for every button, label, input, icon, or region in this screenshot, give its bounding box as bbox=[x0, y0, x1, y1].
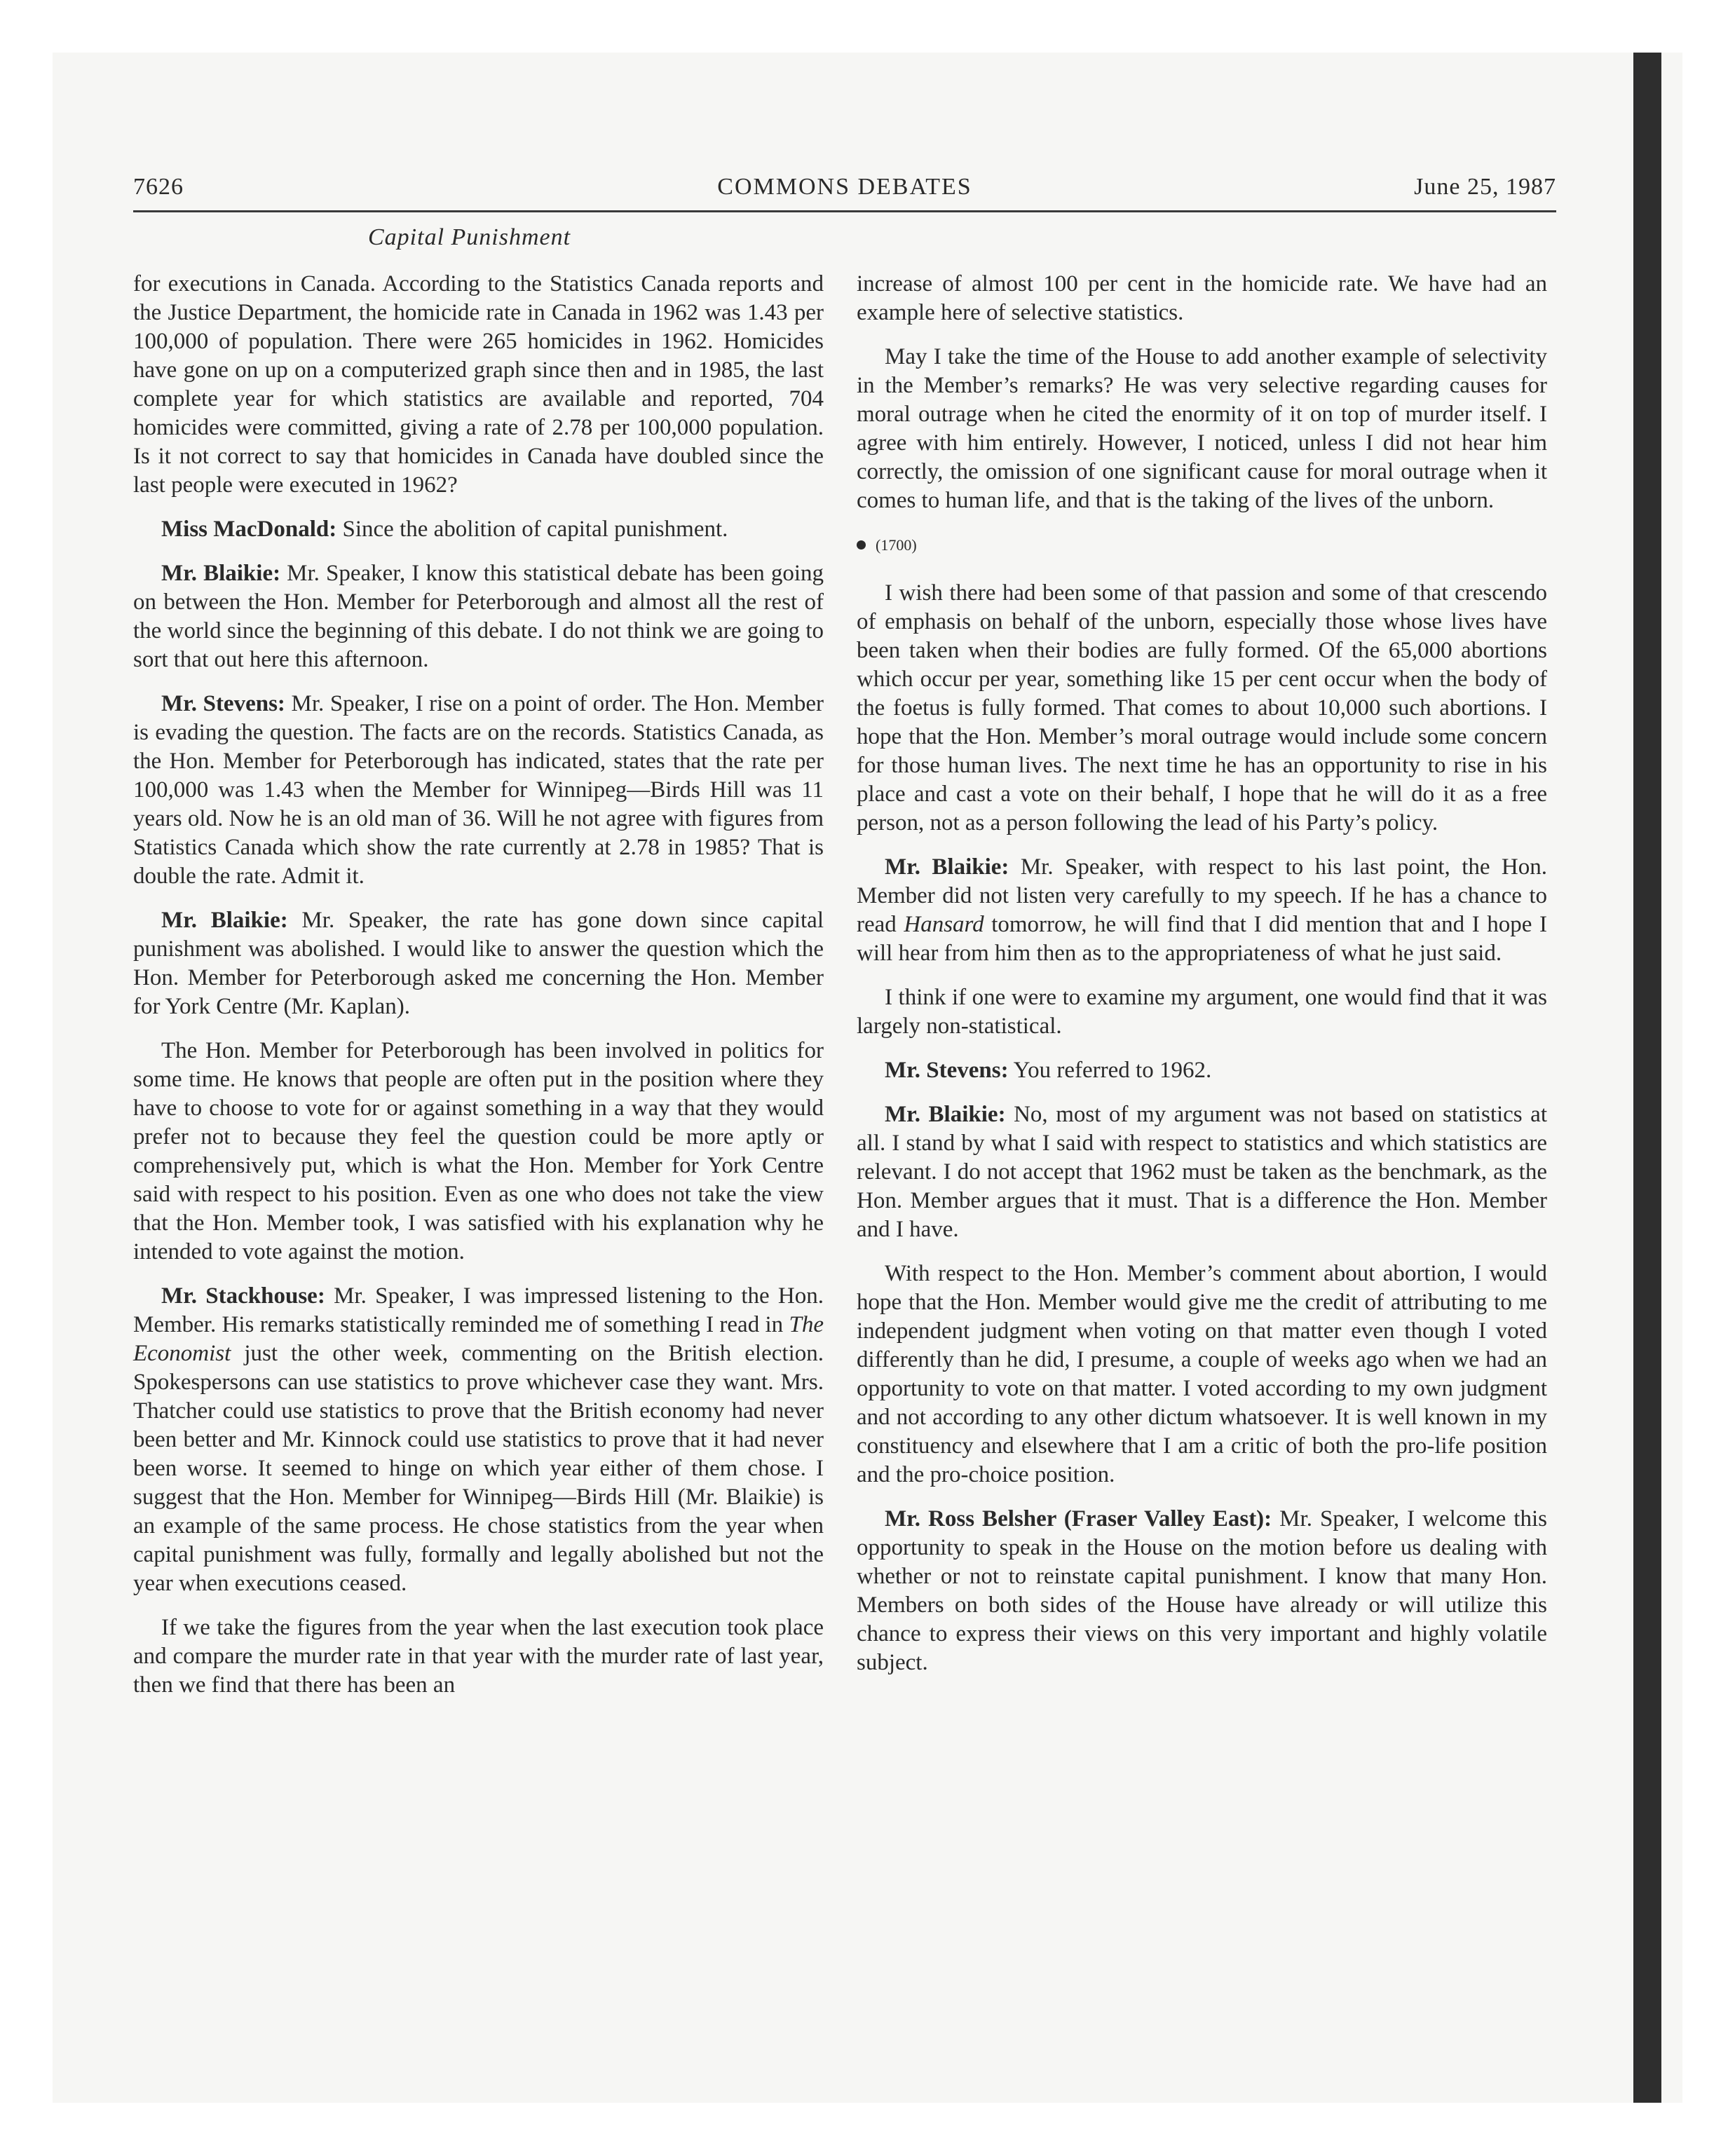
paragraph bbox=[857, 983, 1547, 1041]
paragraph-text: just the other week, commenting on the British election. Spokespersons can use statistics to prove whichever case they want. Mrs. Thatcher could use statistics to prove that the British economy had never been better and Mr. Kinnock could use statistics to prove that it had never been worse. It seemed to hinge on which year either of them chose. I suggest that the Hon. Member for Winnipeg—Birds Hill (Mr. Blaikie) is an example of the same process. He chose statistics from the year when capital punishment was fully, formally and legally abolished but not the year when executions ceased. bbox=[133, 1341, 824, 1596]
left-column bbox=[133, 270, 824, 1715]
paragraph-text: Since the abolition of capital punishment. bbox=[336, 517, 728, 542]
time-marker-text: (1700) bbox=[876, 536, 917, 554]
publication-title: Hansard bbox=[904, 912, 984, 937]
right-column bbox=[857, 270, 1547, 1693]
paragraph bbox=[133, 690, 824, 891]
paragraph-text: May I take the time of the House to add another example of selectivity in the Member’s remarks? He was very selective regarding causes for moral outrage when he cited the enormity of it on top of murder itself. I agree with him entirely. However, I noticed, unless I did not hear him correctly, the omission of one significant cause for moral outrage when it comes to human life, and that is the taking of the lives of the unborn. bbox=[857, 344, 1547, 513]
paragraph bbox=[133, 1282, 824, 1598]
paragraph bbox=[133, 1613, 824, 1700]
paragraph-text: increase of almost 100 per cent in the homicide rate. We have had an example here of selective statistics. bbox=[857, 271, 1547, 325]
time-marker bbox=[857, 531, 1547, 559]
speaker-name: Mr. Blaikie: bbox=[885, 854, 1009, 880]
paragraph-text: You referred to 1962. bbox=[1008, 1058, 1212, 1083]
bullet-icon bbox=[857, 540, 866, 550]
page-date: June 25, 1987 bbox=[1414, 174, 1556, 200]
speaker-name: Mr. Blaikie: bbox=[885, 1102, 1006, 1127]
paragraph bbox=[857, 1505, 1547, 1677]
speaker-name: Mr. Blaikie: bbox=[161, 908, 288, 933]
paragraph-text: Mr. Speaker, I know this statistical debate has been going on between the Hon. Member for Peterborough and almost all the rest of the world since the beginning of this debate. I do not think we are going to sort that out here this afternoon. bbox=[133, 561, 824, 672]
paragraph bbox=[857, 270, 1547, 327]
speaker-name: Mr. Blaikie: bbox=[161, 561, 281, 586]
paragraph bbox=[133, 906, 824, 1021]
publication-title: The Economist bbox=[133, 1312, 824, 1366]
paragraph bbox=[133, 1037, 824, 1267]
paragraph bbox=[133, 270, 824, 500]
paragraph-text: Mr. Speaker, the rate has gone down since capital punishment was abolished. I would like to answer the question which the Hon. Member for Peterborough asked me concerning the Hon. Member for York Centre (Mr. Kaplan). bbox=[133, 908, 824, 1019]
speaker-name: Miss MacDonald: bbox=[161, 517, 337, 542]
paragraph-text: I wish there had been some of that passion and some of that crescendo of emphasis on behalf of the unborn, especially those whose lives have been taken when their bodies are fully formed. Of the 65,000 abortions which occur per year, something like 15 per cent occur when the body of the foetus is fully formed. That comes to about 10,000 such abortions. I hope that the Hon. Member’s moral outrage would include some concern for those human lives. The next time he has an opportunity to rise in his place and cast a vote on their behalf, I hope that he will do it as a free person, not as a person following the lead of his Party’s policy. bbox=[857, 580, 1547, 835]
paragraph bbox=[133, 515, 824, 544]
paragraph-text: With respect to the Hon. Member’s comment about abortion, I would hope that the Hon. Member would give me the credit of attributing to me independent judgment when voting on that matter even though I voted differently than he did, I presume, a couple of weeks ago when we had an opportunity to vote on that matter. I voted according to my own judgment and not according to any other dictum whatsoever. It is well known in my constituency and elsewhere that I am a critic of both the pro-life position and the pro-choice position. bbox=[857, 1261, 1547, 1487]
paragraph-text: for executions in Canada. According to the Statistics Canada reports and the Justice Department, the homicide rate in Canada in 1962 was 1.43 per 100,000 of population. There were 265 homicides in 1962. Homicides have gone on up on a computerized graph since then and in 1985, the last complete year for which statistics are available and reported, 704 homicides were committed, giving a rate of 2.78 per 100,000 population. Is it not correct to say that homicides in Canada have doubled since the last people were executed in 1962? bbox=[133, 271, 824, 498]
paragraph bbox=[857, 343, 1547, 515]
speaker-name: Mr. Stevens: bbox=[161, 691, 285, 716]
journal-title: COMMONS DEBATES bbox=[717, 174, 972, 200]
paragraph-text: Mr. Speaker, I rise on a point of order. The Hon. Member is evading the question. The facts are on the records. Statistics Canada, as the Hon. Member for Peterborough has indicated, states that the rate per 100,000 was 1.43 when the Member for Winnipeg—Birds Hill was 11 years old. Now he is an old man of 36. Will he not agree with figures from Statistics Canada which show the rate currently at 2.78 in 1985? That is double the rate. Admit it. bbox=[133, 691, 824, 889]
paragraph-text: If we take the figures from the year when the last execution took place and compare the murder rate in that year with the murder rate of last year, then we find that there has been an bbox=[133, 1615, 824, 1698]
scan-border-edge bbox=[1633, 53, 1661, 2103]
paragraph bbox=[857, 853, 1547, 968]
speaker-name: Mr. Stackhouse: bbox=[161, 1283, 325, 1309]
section-title: Capital Punishment bbox=[368, 224, 571, 250]
paragraph-text: Mr. Speaker, I was impressed listening to the Hon. Member. His remarks statistically reminded me of something I read in bbox=[133, 1283, 824, 1337]
paragraph bbox=[133, 559, 824, 674]
paragraph-text: Mr. Speaker, I welcome this opportunity to speak in the House on the motion before us dealing with whether or not to reinstate capital punishment. I know that many Hon. Members on both sides of the House have already or will utilize this chance to express their views on this very important and highly volatile subject. bbox=[857, 1506, 1547, 1675]
paragraph bbox=[857, 1100, 1547, 1244]
paragraph bbox=[857, 579, 1547, 838]
speaker-name: Mr. Stevens: bbox=[885, 1058, 1009, 1083]
paragraph-text: Mr. Speaker, with respect to his last point, the Hon. Member did not listen very carefully to my speech. If he has a chance to read bbox=[857, 854, 1547, 937]
paragraph bbox=[857, 1056, 1547, 1085]
speaker-name: Mr. Ross Belsher (Fraser Valley East): bbox=[885, 1506, 1272, 1531]
paragraph bbox=[857, 1260, 1547, 1489]
page-header bbox=[133, 174, 1556, 212]
page-number: 7626 bbox=[133, 174, 184, 200]
paragraph-text: tomorrow, he will find that I did mention that and I hope I will hear from him then as to the appropriateness of what he just said. bbox=[857, 912, 1547, 966]
paragraph-text: The Hon. Member for Peterborough has been involved in politics for some time. He knows that people are often put in the position where they have to choose to vote for or against something in a way that they would prefer not to because they feel the question could be more aptly or comprehensively put, which is what the Hon. Member for York Centre said with respect to his position. Even as one who does not take the view that the Hon. Member took, I was satisfied with his explanation why he intended to vote against the motion. bbox=[133, 1038, 824, 1264]
paragraph-text: No, most of my argument was not based on statistics at all. I stand by what I said with respect to statistics and which statistics are relevant. I do not accept that 1962 must be taken as the benchmark, as the Hon. Member argues that it must. That is a difference the Hon. Member and I have. bbox=[857, 1102, 1547, 1242]
paragraph-text: I think if one were to examine my argument, one would find that it was largely non-statistical. bbox=[857, 985, 1547, 1039]
